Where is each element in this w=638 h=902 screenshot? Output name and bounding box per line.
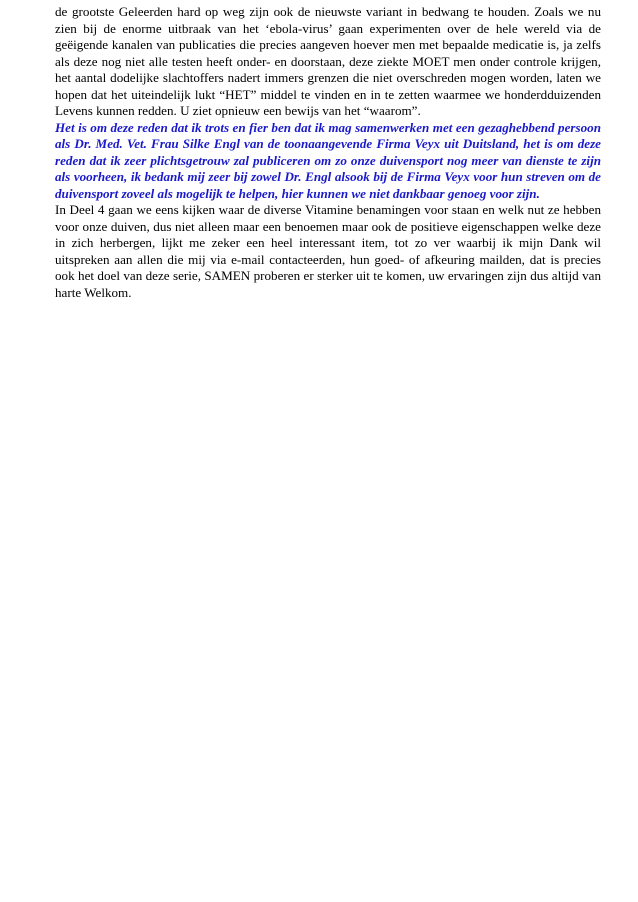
document-page — [55, 4, 601, 301]
paragraph-acknowledgement-emphasis: Het is om deze reden dat ik trots en fier ben dat ik mag samenwerken met een gezaghebbend persoon als Dr. Med. Vet. Frau Silke Engl van de toonaangevende Firma Veyx uit Duitsland, het is om deze reden dat ik zeer plichtsgetrouw zal publiceren om zo onze duivensport nog meer van dienste te zijn als voorheen, ik bedank mij zeer bij zowel Dr. Engl alsook bij de Firma Veyx voor hun streven om de duivensport zoveel als mogelijk te helpen, hier kunnen we niet dankbaar genoeg voor zijn. — [55, 119, 601, 201]
paragraph-next-part-outlook: In Deel 4 gaan we eens kijken waar de diverse Vitamine benamingen voor staan en welk nut ze hebben voor onze duiven, dus niet alleen maar een benoemen maar ook de positieve eigenschappen welke deze in zich herbergen, lijkt me zeker een heel interessant item, tot zo ver waarbij ik mijn Dank wil uitspreken aan allen die mij via e-mail contacteerden, hun goed- of afkeuring mailden, dat is precies ook het doel van deze serie, SAMEN proberen er sterker uit te komen, uw ervaringen zijn dus altijd van harte Welkom. — [55, 202, 601, 300]
paragraph-ebola-context: de grootste Geleerden hard op weg zijn ook de nieuwste variant in bedwang te houden. Zoals we nu zien bij de enorme uitbraak van het ‘ebola-virus’ gaan experimenten over de hele wereld via de geëigende kanalen van publicaties die precies aangeven hoever men met bepaalde medicatie is, ja zelfs als deze nog niet alle testen heeft onder- en doorstaan, deze ziekte MOET men onder controle krijgen, het aantal dodelijke slachtoffers nadert immers grenzen die niet overschreden mogen worden, laten we hopen dat het uiteindelijk lukt “HET” middel te vinden en in te zetten waarmee we honderdduizenden Levens kunnen redden. U ziet opnieuw een bewijs van het “waarom”. — [55, 4, 601, 118]
